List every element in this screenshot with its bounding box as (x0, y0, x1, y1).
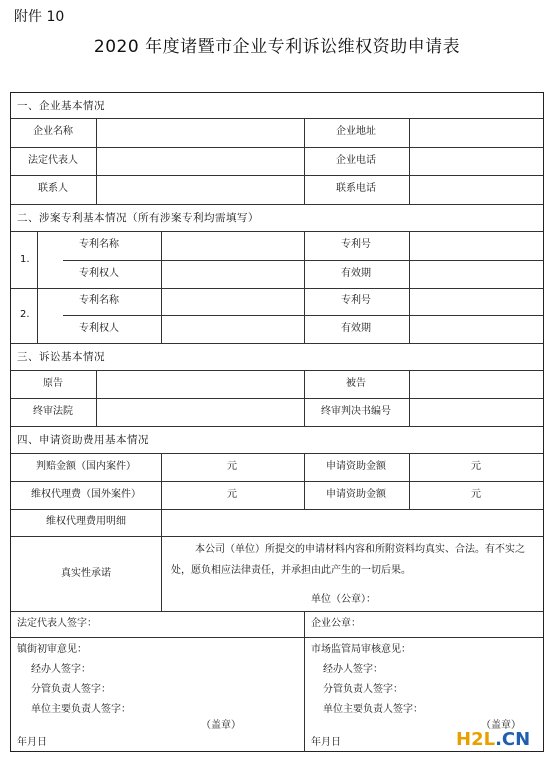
attachment-label: 附件 10 (14, 9, 65, 25)
bureau-leader-sign: 分管负责人签字： (323, 684, 403, 695)
patent1-name-label: 专利名称 (79, 239, 119, 250)
label-fee-detail: 维权代理费用明细 (46, 516, 126, 527)
town-review-title: 镇街初审意见： (17, 644, 87, 655)
town-leader-sign: 分管负责人签字： (31, 684, 111, 695)
label-plaintiff: 原告 (43, 378, 63, 389)
bureau-handler-sign: 经办人签字： (323, 664, 383, 675)
patent1-number-label: 1. (20, 254, 30, 265)
label-agency-fee: 维权代理费（国外案件） (31, 489, 141, 500)
label-final-court: 终审法院 (33, 406, 73, 417)
unit-yuan-4: 元 (471, 489, 481, 500)
unit-seal-label: 单位（公章）： (311, 594, 376, 605)
town-handler-sign: 经办人签字： (31, 664, 91, 675)
label-apply-amount-1: 申请资助金额 (326, 461, 386, 472)
label-judgment-number: 终审判决书编号 (321, 406, 391, 417)
patent2-holder-label: 专利权人 (79, 323, 119, 334)
watermark-logo (456, 729, 530, 750)
town-head-sign: 单位主要负责人签字： (31, 704, 131, 715)
label-company-address: 企业地址 (336, 126, 376, 137)
label-truth-promise: 真实性承诺 (61, 568, 111, 579)
section2-title: 二、涉案专利基本情况（所有涉案专利均需填写） (17, 212, 259, 224)
patent1-num-label: 专利号 (341, 239, 371, 250)
label-company-phone: 企业电话 (336, 155, 376, 166)
label-contact-phone: 联系电话 (336, 183, 376, 194)
patent2-num-label: 专利号 (341, 295, 371, 306)
section3-title: 三、诉讼基本情况 (17, 351, 105, 363)
bureau-stamp: （盖章） (481, 720, 521, 731)
town-date: 年月日 (17, 737, 47, 748)
label-rep-signature: 法定代表人签字： (17, 618, 97, 629)
label-company-seal: 企业公章： (311, 618, 361, 629)
label-compensation: 判赔金额（国内案件） (36, 461, 136, 472)
section1-title: 一、企业基本情况 (17, 100, 105, 112)
label-legal-rep: 法定代表人 (28, 155, 78, 166)
label-company-name: 企业名称 (33, 126, 73, 137)
bureau-date: 年月日 (311, 737, 341, 748)
town-stamp: （盖章） (201, 720, 241, 731)
application-form (10, 92, 544, 752)
form-title: 2020 年度诸暨市企业专利诉讼维权资助申请表 (93, 37, 461, 57)
watermark-cn: .CN (495, 729, 531, 750)
patent2-number-label: 2. (20, 309, 30, 320)
section4-title: 四、申请资助费用基本情况 (17, 434, 149, 446)
label-defendant: 被告 (346, 378, 366, 389)
unit-yuan-3: 元 (227, 489, 237, 500)
watermark-h2l: H2L (456, 729, 496, 750)
bureau-review-title: 市场监管局审核意见： (311, 644, 411, 655)
bureau-head-sign: 单位主要负责人签字： (323, 704, 423, 715)
unit-yuan-2: 元 (471, 461, 481, 472)
label-contact: 联系人 (38, 183, 68, 194)
label-apply-amount-2: 申请资助金额 (326, 489, 386, 500)
truth-promise-text: 本公司（单位）所提交的申请材料内容和所附资料均真实、合法。有不实之处，愿负相应法律责任，并承担由此产生的一切后果。 (171, 544, 525, 576)
patent2-valid-label: 有效期 (341, 323, 371, 334)
unit-yuan-1: 元 (227, 461, 237, 472)
patent1-holder-label: 专利权人 (79, 268, 119, 279)
patent2-name-label: 专利名称 (79, 295, 119, 306)
patent1-valid-label: 有效期 (341, 268, 371, 279)
